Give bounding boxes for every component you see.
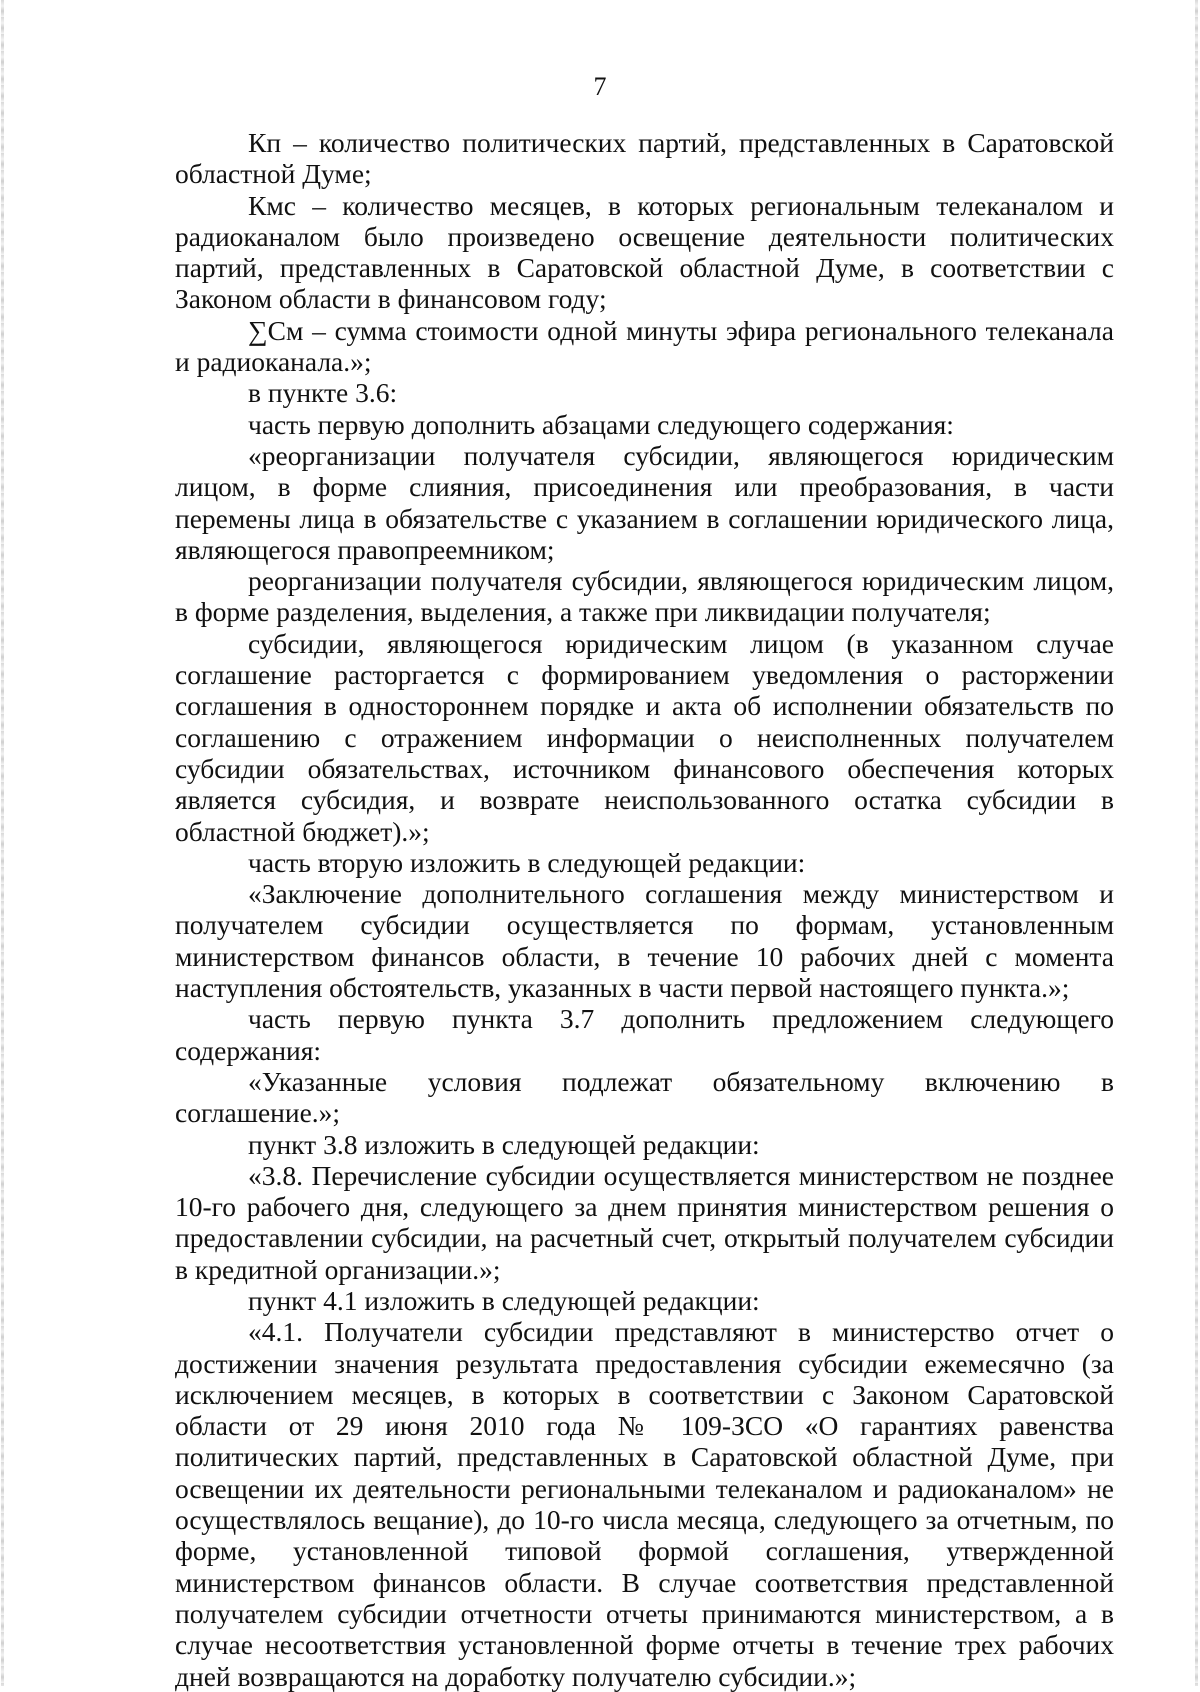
paragraph-part-two-intro: часть вторую изложить в следующей редакции: <box>248 846 806 878</box>
paragraph-part-one-supplement: часть первую дополнить абзацами следующего содержания: <box>248 408 954 440</box>
paragraph-kms-definition: Кмс – количество месяцев, в которых региональным телеканалом и радиоканалом было произведено освещение деятельности политических партий, представленных в Саратовской областной Думе, в соответствии с Законом области в финансовом году; <box>175 189 1114 315</box>
paragraph-clause-3-6-intro: в пункте 3.6: <box>248 377 398 409</box>
paragraph-conditions-inclusion: «Указанные условия подлежат обязательному включению в соглашение.»; <box>175 1065 1114 1129</box>
paragraph-clause-3-7-supplement: часть первую пункта 3.7 дополнить предложением следующего содержания: <box>175 1003 1114 1066</box>
scan-edge-left <box>1 0 4 1686</box>
paragraph-clause-4-1-text: «4.1. Получатели субсидии представляют в министерство отчет о достижении значения результата предоставления субсидии ежемесячно (за исключением месяцев, в которых в соответствии с Законом Саратовской области от 29 июня 2010 года № 109-ЗСО «О гарантиях равенства политических партий, представленных в Саратовской областной Думе, при освещении их деятельности региональными телеканалом и радиоканалом» не осуществлялось вещание), до 10-го числа месяца, следующего за отчетным, по форме, установленной типовой формой соглашения, утвержденной министерством финансов области. В случае соответствия представленной получателем субсидии отчетности отчеты принимаются министерством, а в случае несоответствия установленной форме отчеты в течение трех рабочих дней возвращаются на доработку получателю субсидии.»; <box>175 1316 1114 1692</box>
paragraph-sum-cm-definition: ∑См – сумма стоимости одной минуты эфира регионального телеканала и радиоканала.»; <box>175 314 1114 378</box>
paragraph-agreement-termination: субсидии, являющегося юридическим лицом (в указанном случае соглашение расторгается с формированием уведомления о расторжении соглашения в одностороннем порядке и акта об исполнении обязательств по соглашению с отражением информации о неисполненных получателем субсидии обязательствах, источником финансового обеспечения которых является субсидия, и возврате неиспользованного остатка субсидии в областной бюджет).»; <box>175 627 1114 847</box>
paragraph-clause-3-8-text: «3.8. Перечисление субсидии осуществляется министерством не позднее 10-го рабочего дня, следующего за днем принятия министерством решения о предоставлении субсидии, на расчетный счет, открытый получателем субсидии в кредитной организации.»; <box>175 1159 1114 1285</box>
document-body <box>175 127 1114 1692</box>
paragraph-clause-3-8-intro: пункт 3.8 изложить в следующей редакции: <box>248 1128 760 1160</box>
paragraph-clause-4-1-intro: пункт 4.1 изложить в следующей редакции: <box>248 1284 760 1316</box>
paragraph-reorganization-division: реорганизации получателя субсидии, являющегося юридическим лицом, в форме разделения, выделения, а также при ликвидации получателя; <box>175 565 1114 628</box>
page-number: 7 <box>593 72 607 101</box>
paragraph-additional-agreement: «Заключение дополнительного соглашения между министерством и получателем субсидии осуществляется по формам, установленным министерством финансов области, в течение 10 рабочих дней с момента наступления обстоятельств, указанных в части первой настоящего пункта.»; <box>175 878 1114 1004</box>
paragraph-reorganization-merger: «реорганизации получателя субсидии, являющегося юридическим лицом, в форме слияния, присоединения или преобразования, в части перемены лица в обязательстве с указанием в соглашении юридического лица, являющегося правопреемником; <box>175 439 1114 565</box>
paragraph-kp-definition: Кп – количество политических партий, представленных в Саратовской областной Думе; <box>175 127 1114 190</box>
scan-edge-right <box>1195 0 1198 1686</box>
